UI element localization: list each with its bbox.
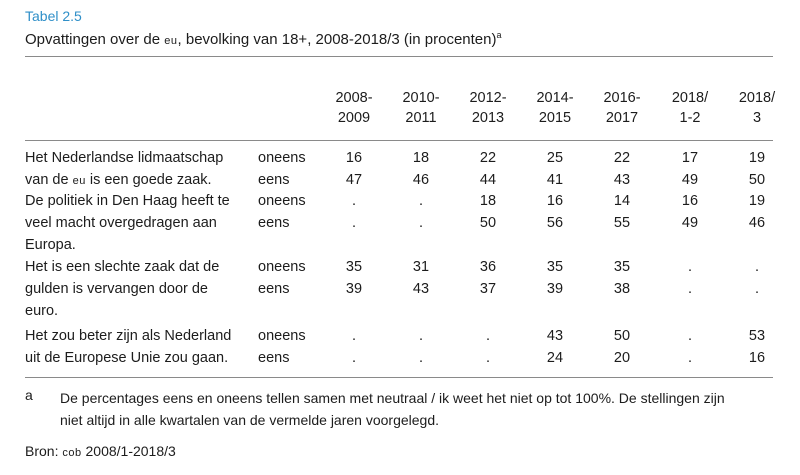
table-cell: 43 bbox=[546, 328, 564, 344]
table-cell: 22 bbox=[613, 150, 631, 166]
table-cell: 49 bbox=[681, 172, 699, 188]
table-cell: . bbox=[485, 328, 491, 344]
oneens-label: oneens bbox=[258, 150, 306, 166]
source-label: Bron: bbox=[25, 443, 63, 459]
table-cell: 46 bbox=[412, 172, 430, 188]
bottom-rule bbox=[25, 377, 773, 378]
column-header: 2012- 2013 bbox=[469, 90, 507, 126]
table-cell: 20 bbox=[613, 350, 631, 366]
table-cell: 50 bbox=[748, 172, 766, 188]
table-cell: 46 bbox=[748, 215, 766, 231]
statement-text bbox=[25, 147, 265, 192]
table-cell: 38 bbox=[613, 281, 631, 297]
table-cell: . bbox=[418, 328, 424, 344]
table-caption bbox=[25, 30, 502, 48]
table-cell: . bbox=[351, 215, 357, 231]
table-cell: 17 bbox=[681, 150, 699, 166]
table-cell: . bbox=[485, 350, 491, 366]
caption-note-marker: a bbox=[496, 30, 502, 40]
table-cell: 37 bbox=[479, 281, 497, 297]
table-cell: 53 bbox=[748, 328, 766, 344]
table-cell: 56 bbox=[546, 215, 564, 231]
table-cell: . bbox=[754, 281, 760, 297]
table-cell: . bbox=[418, 193, 424, 209]
table-cell: 18 bbox=[479, 193, 497, 209]
statement-text: De politiek in Den Haag heeft te veel macht overgedragen aan Europa. bbox=[25, 193, 230, 253]
table-cell: 44 bbox=[479, 172, 497, 188]
table-cell: 49 bbox=[681, 215, 699, 231]
table-cell: 25 bbox=[546, 150, 564, 166]
table-cell: . bbox=[687, 281, 693, 297]
table-cell: 43 bbox=[412, 281, 430, 297]
column-header: 2018/ 3 bbox=[738, 90, 776, 126]
table-cell: 14 bbox=[613, 193, 631, 209]
eens-label: eens bbox=[258, 172, 290, 188]
table-cell: 31 bbox=[412, 259, 430, 275]
footnote-text: De percentages eens en oneens tellen samen met neutraal / ik weet het niet op tot 100%. De stellingen zijn niet altijd in alle kwartalen van de vermelde jaren voorgelegd. bbox=[60, 390, 725, 428]
table-cell: . bbox=[351, 193, 357, 209]
header-rule bbox=[25, 140, 773, 141]
table-cell: 22 bbox=[479, 150, 497, 166]
footnote-marker: a bbox=[25, 387, 33, 403]
table-cell: 50 bbox=[479, 215, 497, 231]
table-cell: 47 bbox=[345, 172, 363, 188]
table-cell: 50 bbox=[613, 328, 631, 344]
column-header: 2014- 2015 bbox=[536, 90, 574, 126]
source-period: 2008/1-2018/3 bbox=[81, 443, 176, 459]
table-cell: 24 bbox=[546, 350, 564, 366]
column-header: 2008- 2009 bbox=[335, 90, 373, 126]
table-cell: 35 bbox=[345, 259, 363, 275]
column-header: 2018/ 1-2 bbox=[671, 90, 709, 126]
column-header: 2010- 2011 bbox=[402, 90, 440, 126]
statement-text: Het is een slechte zaak dat de gulden is vervangen door de euro. bbox=[25, 259, 220, 319]
oneens-label: oneens bbox=[258, 328, 306, 344]
table-cell: . bbox=[687, 350, 693, 366]
oneens-label: oneens bbox=[258, 259, 306, 275]
table-cell: 41 bbox=[546, 172, 564, 188]
table-cell: 19 bbox=[748, 193, 766, 209]
eens-label: eens bbox=[258, 281, 290, 297]
table-cell: . bbox=[351, 328, 357, 344]
table-cell: . bbox=[351, 350, 357, 366]
table-cell: 39 bbox=[546, 281, 564, 297]
statement-line: Het Nederlandse lidmaatschap bbox=[25, 150, 224, 166]
caption-pre: Opvattingen over de bbox=[25, 31, 165, 48]
table-cell: . bbox=[754, 259, 760, 275]
table-cell: 39 bbox=[345, 281, 363, 297]
eens-label: eens bbox=[258, 215, 290, 231]
table-cell: 19 bbox=[748, 150, 766, 166]
table-cell: . bbox=[418, 350, 424, 366]
table-number: Tabel 2.5 bbox=[25, 8, 82, 24]
table-cell: 35 bbox=[546, 259, 564, 275]
table-cell: 55 bbox=[613, 215, 631, 231]
table-cell: 16 bbox=[748, 350, 766, 366]
caption-post: , bevolking van 18+, 2008-2018/3 (in procenten) bbox=[177, 31, 497, 48]
table-cell: 16 bbox=[345, 150, 363, 166]
statement-text: Het zou beter zijn als Nederland uit de Europese Unie zou gaan. bbox=[25, 328, 232, 366]
statement-line: van de bbox=[25, 172, 73, 188]
source-line bbox=[25, 443, 176, 459]
table-cell: 16 bbox=[546, 193, 564, 209]
table-cell: 36 bbox=[479, 259, 497, 275]
source-cob: cob bbox=[62, 447, 82, 459]
table-cell: 43 bbox=[613, 172, 631, 188]
statement-eu: eu bbox=[72, 175, 86, 187]
caption-eu: eu bbox=[164, 35, 178, 47]
table-cell: . bbox=[418, 215, 424, 231]
column-header: 2016- 2017 bbox=[603, 90, 641, 126]
table-cell: 35 bbox=[613, 259, 631, 275]
table-cell: . bbox=[687, 259, 693, 275]
table-cell: 16 bbox=[681, 193, 699, 209]
oneens-label: oneens bbox=[258, 193, 306, 209]
top-rule bbox=[25, 56, 773, 57]
eens-label: eens bbox=[258, 350, 290, 366]
table-cell: . bbox=[687, 328, 693, 344]
statement-line: is een goede zaak. bbox=[85, 172, 212, 188]
table-cell: 18 bbox=[412, 150, 430, 166]
